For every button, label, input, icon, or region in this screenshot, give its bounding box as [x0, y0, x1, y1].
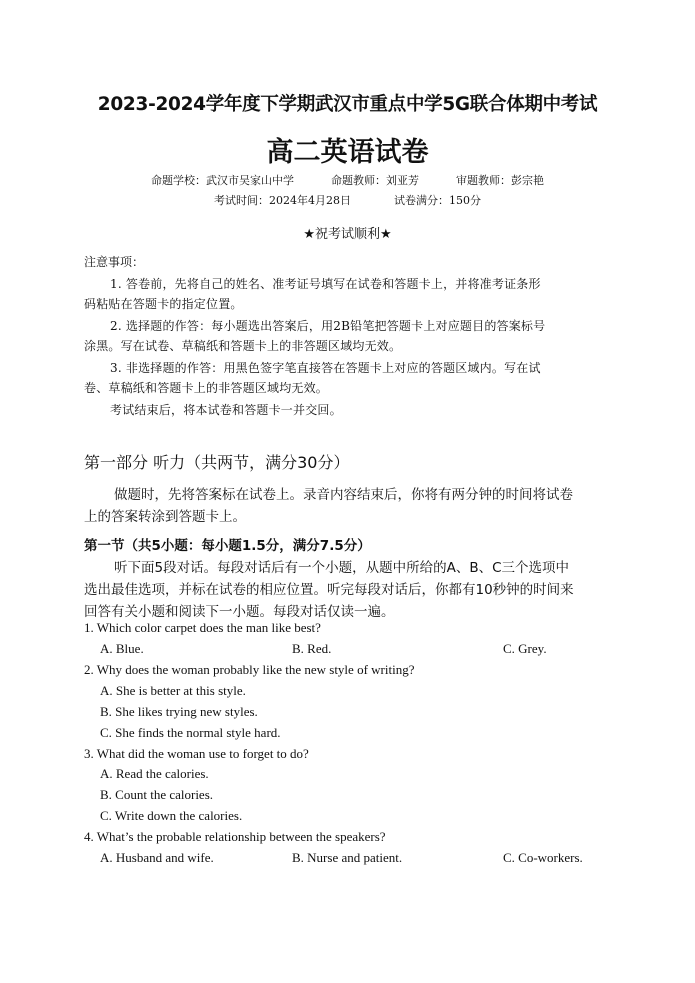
question-4-option-b: B. Nurse and patient. [292, 850, 403, 865]
notice-item-3-line-1: 3. 非选择题的作答：用黑色签字笔直接答在答题卡上对应的答题区域内。写在试 [110, 361, 541, 375]
part1-title: 第一部分 听力（共两节，满分30分） [84, 453, 350, 472]
question-1-option-c: C. Grey. [503, 641, 547, 656]
question-2-option-b: B. She likes trying new styles. [100, 704, 258, 719]
notice-item-1-line-1: 1. 答卷前，先将自己的姓名、准考证号填写在试卷和答题卡上，并将准考证条形 [110, 277, 541, 291]
notice-item-1-line-2: 码粘贴在答题卡的指定位置。 [84, 297, 243, 311]
question-4-option-a: A. Husband and wife. [100, 850, 214, 865]
exam-time: 考试时间：2024年4月28日 [214, 194, 351, 207]
exam-title: 2023-2024学年度下学期武汉市重点中学5G联合体期中考试 [97, 94, 598, 115]
paper-title: 高二英语试卷 [266, 137, 429, 168]
question-2-option-a: A. She is better at this style. [100, 683, 246, 698]
section1-instructions-line-1: 听下面5段对话。每段对话后有一个小题，从题中所给的A、B、C三个选项中 [114, 560, 570, 576]
question-4-stem: 4. What’s the probable relationship between the speakers? [84, 829, 386, 844]
notice-closing: 考试结束后，将本试卷和答题卡一并交回。 [110, 403, 342, 417]
notice-item-2-line-2: 涂黑。写在试卷、草稿纸和答题卡上的非答题区域均无效。 [84, 339, 402, 353]
part1-intro-line-1: 做题时，先将答案标在试卷上。录音内容结束后，你将有两分钟的时间将试卷 [114, 487, 573, 503]
setter-info-row [0, 172, 695, 188]
notice-item-2-line-1: 2. 选择题的作答：每小题选出答案后，用2B铅笔把答题卡上对应题目的答案标号 [110, 319, 546, 333]
question-3-option-b: B. Count the calories. [100, 787, 214, 802]
section1-instructions-line-2: 选出最佳选项，并标在试卷的相应位置。听完每段对话后，你都有10秒钟的时间来 [84, 582, 574, 598]
notice-title: 注意事项： [84, 255, 145, 269]
setter-teacher: 命题教师：刘亚芳 [331, 174, 419, 187]
question-2-option-c: C. She finds the normal style hard. [100, 725, 281, 740]
question-1-option-a: A. Blue. [100, 641, 144, 656]
question-4-option-c: C. Co-workers. [503, 850, 583, 865]
question-2-stem: 2. Why does the woman probably like the new style of writing? [84, 662, 415, 677]
question-3-option-c: C. Write down the calories. [100, 808, 243, 823]
question-1-option-b: B. Red. [292, 641, 332, 656]
section1-title: 第一节（共5小题：每小题1.5分，满分7.5分） [84, 538, 371, 554]
part1-intro-line-2: 上的答案转涂到答题卡上。 [84, 509, 246, 525]
exam-info-row [0, 192, 695, 208]
question-3-stem: 3. What did the woman use to forget to do? [84, 746, 309, 761]
section1-instructions-line-3: 回答有关小题和阅读下一小题。每段对话仅读一遍。 [84, 604, 395, 620]
notice-item-3-line-2: 卷、草稿纸和答题卡上的非答题区域均无效。 [84, 381, 329, 395]
setter-school: 命题学校：武汉市吴家山中学 [151, 174, 294, 187]
reviewer-teacher: 审题教师：彭宗艳 [456, 174, 544, 187]
question-1-stem: 1. Which color carpet does the man like best? [84, 620, 321, 635]
good-luck-banner: ★祝考试顺利★ [303, 227, 392, 242]
question-3-option-a: A. Read the calories. [100, 766, 209, 781]
full-score: 试卷满分：150分 [394, 194, 481, 207]
